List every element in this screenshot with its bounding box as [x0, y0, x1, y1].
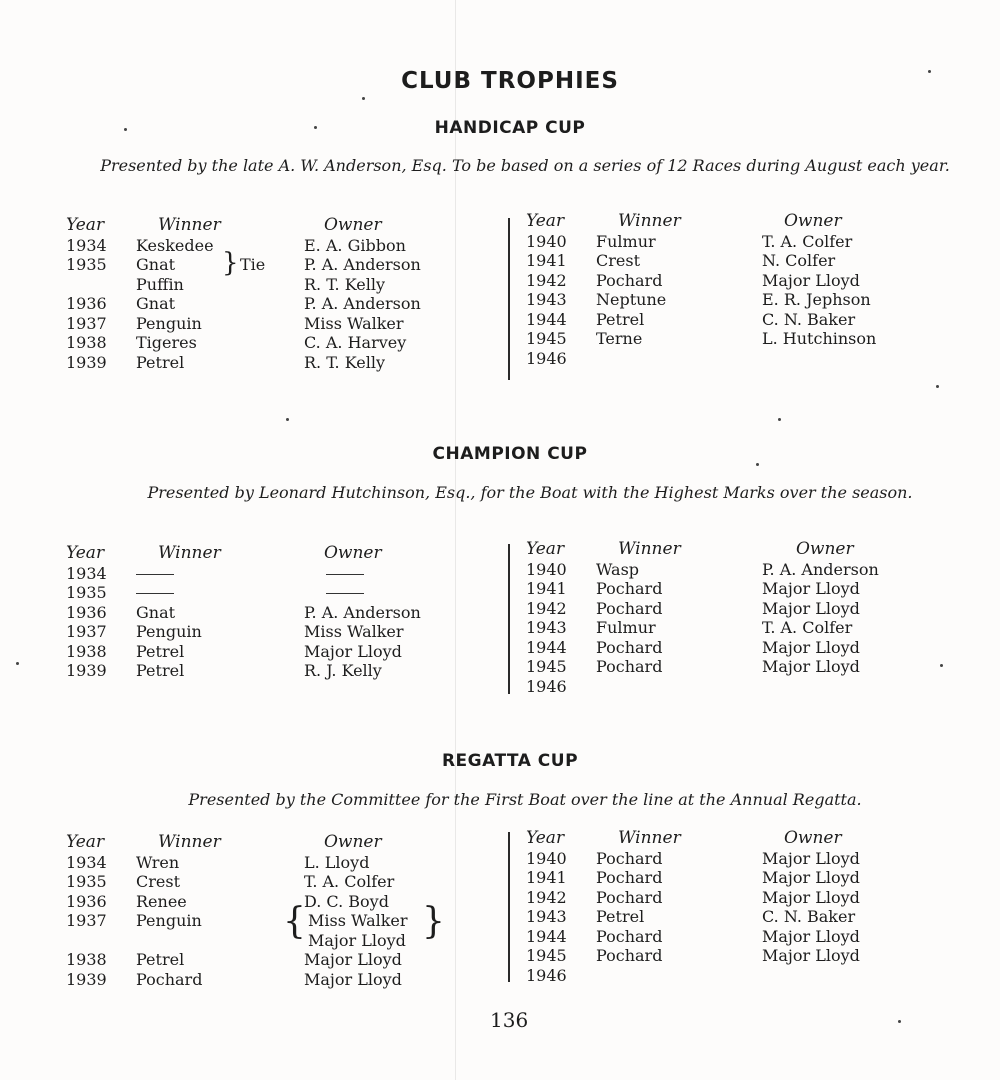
year-cell: 1945: [526, 657, 567, 676]
owner-cell: Major Lloyd: [762, 598, 860, 618]
year-cell: 1941: [526, 868, 567, 887]
owner-cell: D. C. Boyd: [304, 891, 389, 911]
year-cell: 1937: [66, 622, 107, 641]
year-cell: 1945: [526, 946, 567, 965]
year-cell: 1941: [526, 579, 567, 598]
owner-cell: Major Lloyd: [762, 270, 860, 290]
owner-cell: C. N. Baker: [762, 309, 856, 329]
year-cell: 1944: [526, 637, 567, 657]
winner-cell: Pochard: [596, 868, 663, 887]
winner-cell: Pochard: [596, 270, 663, 290]
year-cell: 1940: [526, 559, 567, 579]
winner-header: Winner: [618, 539, 681, 559]
winner-cell: Petrel: [596, 907, 645, 926]
print-speck: [286, 418, 289, 421]
dash-mark: [136, 593, 174, 594]
print-speck: [362, 97, 365, 100]
winner-cell: Petrel: [136, 352, 185, 372]
print-speck: [16, 662, 19, 665]
dash-mark: [136, 574, 174, 575]
winner-cell: Pochard: [136, 969, 203, 989]
winner-cell: Fulmur: [596, 231, 656, 251]
year-cell: 1938: [66, 641, 107, 661]
tie-brace: }: [222, 248, 239, 278]
year-cell: 1943: [526, 290, 567, 309]
winner-cell: Terne: [596, 329, 643, 348]
year-cell: 1942: [526, 887, 567, 907]
winner-cell: Pochard: [596, 946, 663, 965]
column-divider: [508, 832, 510, 982]
owner-header: Owner: [324, 832, 382, 852]
owner-cell: L. Lloyd: [304, 852, 370, 872]
owner-cell: Major Lloyd: [304, 950, 402, 969]
owner-cell: P. A. Anderson: [304, 255, 421, 274]
owner-cell: Major Lloyd: [762, 657, 860, 676]
owner-cell: Major Lloyd: [762, 868, 860, 887]
dash-mark: [326, 574, 364, 575]
winner-cell: Tigeres: [136, 333, 197, 352]
year-cell: 1934: [66, 852, 107, 872]
joint-owner-brace-left: {: [283, 901, 306, 942]
winner-cell: Penguin: [136, 622, 202, 641]
owner-cell: Major Lloyd: [308, 930, 406, 950]
winner-cell: Crest: [136, 872, 180, 891]
winner-cell: Fulmur: [596, 618, 656, 637]
owner-cell: E. R. Jephson: [762, 290, 871, 309]
winner-cell: Penguin: [136, 313, 202, 333]
year-cell: 1934: [66, 235, 107, 255]
owner-cell: C. N. Baker: [762, 907, 856, 926]
winner-header: Winner: [158, 832, 221, 852]
year-cell: 1944: [526, 926, 567, 946]
owner-cell: Miss Walker: [304, 313, 404, 333]
winner-cell: Crest: [596, 251, 640, 270]
owner-cell: N. Colfer: [762, 251, 836, 270]
year-cell: 1938: [66, 333, 107, 352]
owner-cell: P. A. Anderson: [762, 559, 879, 579]
column-divider: [508, 544, 510, 694]
winner-cell: Pochard: [596, 926, 663, 946]
owner-cell: T. A. Colfer: [762, 618, 853, 637]
owner-cell: C. A. Harvey: [304, 333, 407, 352]
year-cell: 1943: [526, 907, 567, 926]
winner-cell: Gnat: [136, 294, 176, 313]
winner-cell: Gnat: [136, 602, 176, 622]
print-speck: [940, 664, 943, 667]
owner-cell: Major Lloyd: [762, 848, 860, 868]
winner-cell: Pochard: [596, 657, 663, 676]
print-speck: [898, 1020, 901, 1023]
year-cell: 1936: [66, 891, 107, 911]
year-cell: 1937: [66, 313, 107, 333]
year-cell: 1946: [526, 348, 567, 368]
winner-cell: Wasp: [596, 559, 640, 579]
year-cell: 1940: [526, 848, 567, 868]
winner-cell: Pochard: [596, 887, 663, 907]
owner-cell: [326, 564, 364, 584]
winner-cell: Petrel: [136, 950, 185, 969]
regatta-cup-description: Presented by the Committee for the First Boat over the line at the Annual Regatta.: [188, 790, 862, 809]
year-cell: 1940: [526, 231, 567, 251]
winner-cell: [136, 564, 174, 584]
year-header: Year: [526, 211, 565, 231]
winner-cell: Penguin: [136, 911, 202, 930]
year-header: Year: [66, 832, 105, 852]
owner-cell: Major Lloyd: [304, 969, 402, 989]
year-cell: 1946: [526, 965, 567, 985]
year-cell: 1935: [66, 255, 107, 274]
year-header: Year: [526, 828, 565, 848]
column-divider: [508, 218, 510, 380]
owner-cell: R. T. Kelly: [304, 352, 385, 372]
year-cell: 1935: [66, 872, 107, 891]
owner-header: Owner: [324, 215, 382, 235]
year-cell: 1942: [526, 598, 567, 618]
winner-cell: Pochard: [596, 637, 663, 657]
owner-cell: Major Lloyd: [304, 641, 402, 661]
champion-cup-title: CHAMPION CUP: [432, 444, 588, 464]
winner-cell: Gnat: [136, 255, 176, 274]
year-cell: 1938: [66, 950, 107, 969]
winner-cell: Petrel: [136, 641, 185, 661]
year-cell: 1934: [66, 563, 107, 583]
owner-cell: Major Lloyd: [762, 887, 860, 907]
year-cell: 1943: [526, 618, 567, 637]
year-cell: 1939: [66, 969, 107, 989]
winner-cell: Wren: [136, 852, 180, 872]
owner-cell: R. T. Kelly: [304, 274, 385, 294]
year-cell: 1939: [66, 352, 107, 372]
dash-mark: [326, 593, 364, 594]
winner-cell: Petrel: [596, 309, 645, 329]
year-cell: 1939: [66, 661, 107, 680]
year-cell: 1937: [66, 911, 107, 930]
owner-cell: Major Lloyd: [762, 579, 860, 598]
owner-cell: Miss Walker: [308, 911, 408, 930]
winner-cell: Pochard: [596, 848, 663, 868]
page-number: 136: [490, 1008, 529, 1032]
owner-cell: E. A. Gibbon: [304, 235, 406, 255]
print-speck: [778, 418, 781, 421]
handicap-cup-description: Presented by the late A. W. Anderson, Esq. To be based on a series of 12 Races during August each year.: [100, 156, 950, 175]
owner-cell: T. A. Colfer: [762, 231, 853, 251]
owner-cell: P. A. Anderson: [304, 602, 421, 622]
tie-label: Tie: [240, 255, 266, 274]
champion-cup-description: Presented by Leonard Hutchinson, Esq., for the Boat with the Highest Marks over the season.: [147, 483, 913, 502]
owner-header: Owner: [324, 543, 382, 563]
owner-cell: L. Hutchinson: [762, 329, 877, 348]
owner-header: Owner: [784, 828, 842, 848]
owner-cell: R. J. Kelly: [304, 661, 382, 680]
winner-cell: Keskedee: [136, 235, 214, 255]
year-header: Year: [66, 215, 105, 235]
winner-header: Winner: [158, 543, 221, 563]
year-cell: 1942: [526, 270, 567, 290]
owner-cell: Miss Walker: [304, 622, 404, 641]
year-cell: 1936: [66, 602, 107, 622]
winner-header: Winner: [618, 828, 681, 848]
winner-cell: Puffin: [136, 274, 184, 294]
winner-header: Winner: [158, 215, 221, 235]
page-title: CLUB TROPHIES: [401, 68, 619, 94]
owner-cell: [326, 583, 364, 603]
year-cell: 1946: [526, 676, 567, 696]
year-cell: 1936: [66, 294, 107, 313]
year-cell: 1945: [526, 329, 567, 348]
joint-owner-brace-right: }: [422, 901, 445, 942]
year-header: Year: [66, 543, 105, 563]
owner-cell: Major Lloyd: [762, 946, 860, 965]
handicap-cup-title: HANDICAP CUP: [434, 118, 586, 138]
year-cell: 1944: [526, 309, 567, 329]
owner-header: Owner: [796, 539, 854, 559]
year-header: Year: [526, 539, 565, 559]
owner-cell: Major Lloyd: [762, 926, 860, 946]
year-cell: 1935: [66, 583, 107, 602]
winner-cell: [136, 583, 174, 603]
winner-cell: Pochard: [596, 598, 663, 618]
year-cell: 1941: [526, 251, 567, 270]
owner-cell: T. A. Colfer: [304, 872, 395, 891]
winner-cell: Neptune: [596, 290, 667, 309]
owner-cell: P. A. Anderson: [304, 294, 421, 313]
owner-header: Owner: [784, 211, 842, 231]
owner-cell: Major Lloyd: [762, 637, 860, 657]
regatta-cup-title: REGATTA CUP: [441, 751, 579, 771]
winner-cell: Petrel: [136, 661, 185, 680]
winner-header: Winner: [618, 211, 681, 231]
print-speck: [936, 385, 939, 388]
winner-cell: Pochard: [596, 579, 663, 598]
winner-cell: Renee: [136, 891, 187, 911]
